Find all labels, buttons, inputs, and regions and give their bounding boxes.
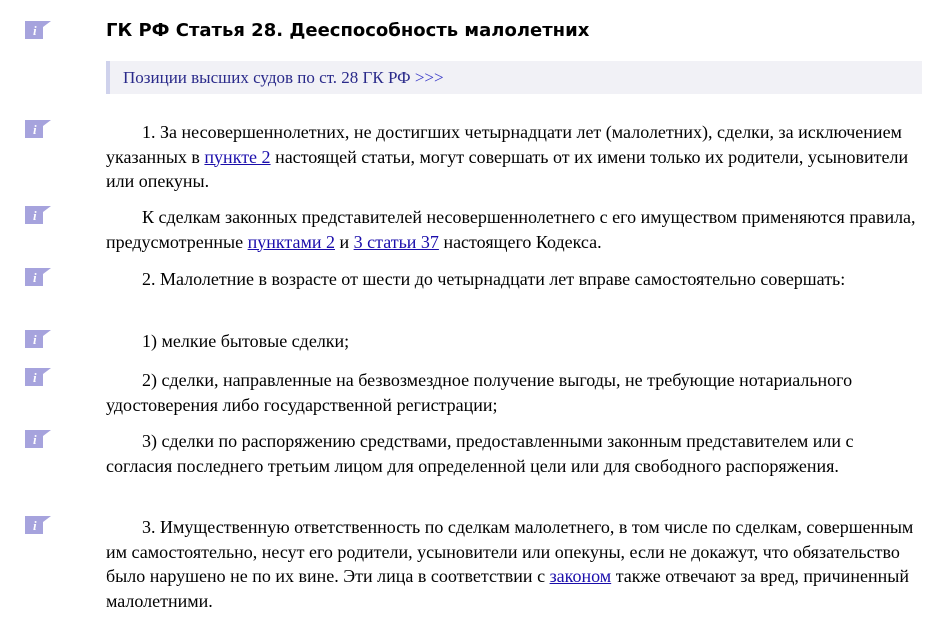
svg-text:i: i <box>33 432 37 447</box>
link-article-37[interactable]: 3 статьи 37 <box>353 231 439 252</box>
link-points-2[interactable]: пунктами 2 <box>247 231 335 252</box>
svg-text:i: i <box>33 23 37 38</box>
article-title: ГК РФ Статья 28. Дееспособность малолетних <box>106 20 590 41</box>
svg-text:i: i <box>33 518 37 533</box>
info-comment-icon[interactable] <box>23 514 53 536</box>
paragraph-5: 2) сделки, направленные на безвозмездное получение выгоды, не требующие нотариального удостоверения либо государственной регистрации; <box>106 370 853 415</box>
paragraph-6: 3) сделки по распоряжению средствами, предоставленными законным представителем или с согласия последнего третьим лицом для определенной цели или для свободного распоряжения. <box>106 431 854 476</box>
svg-text:i: i <box>33 208 37 223</box>
svg-text:i: i <box>33 332 37 347</box>
paragraph-text: 3. Имущественную ответственность по сделкам малолетнего, в том числе по сделкам, совершенным им самостоятельно, несут его родители, усыновители или опекуны, если не докажут, что обязательство было нарушено не по их вине. Эти лица в соответствии с <box>106 517 914 586</box>
link-law[interactable]: законом <box>549 566 612 586</box>
info-comment-icon[interactable] <box>23 328 53 350</box>
paragraph-4: 1) мелкие бытовые сделки; <box>142 331 350 351</box>
paragraph-text: К сделкам законных представителей несовершеннолетнего с его имуществом применяются правила, предусмотренные <box>106 207 916 252</box>
svg-text:i: i <box>33 122 37 137</box>
courts-positions-box[interactable] <box>106 61 922 94</box>
paragraph-text: и <box>334 231 354 252</box>
info-comment-icon[interactable] <box>23 366 53 388</box>
info-comment-icon[interactable] <box>23 266 53 288</box>
link-point-2[interactable]: пункте 2 <box>204 146 271 167</box>
info-comment-icon[interactable] <box>23 19 53 41</box>
paragraph-1 <box>106 120 924 194</box>
courts-positions-link[interactable]: >>> <box>414 68 444 87</box>
svg-text:i: i <box>33 270 37 285</box>
paragraph-text: настоящего Кодекса. <box>438 231 602 252</box>
paragraph-3: 2. Малолетние в возрасте от шести до четырнадцати лет вправе самостоятельно совершать: <box>142 269 846 289</box>
paragraph-text: 1. За несовершеннолетних, не достигших четырнадцати лет (малолетних), сделки, за исключением указанных в <box>106 122 902 167</box>
paragraph-7 <box>106 515 924 613</box>
info-comment-icon[interactable] <box>23 428 53 450</box>
paragraph-text: настоящей статьи, могут совершать от их имени только их родители, усыновители или опекуны. <box>106 146 909 191</box>
courts-positions-text: Позиции высших судов по ст. 28 ГК РФ <box>123 68 411 87</box>
paragraph-text: также отвечают за вред, причиненный малолетними. <box>106 566 909 611</box>
paragraph-2 <box>106 205 924 254</box>
info-comment-icon[interactable] <box>23 204 53 226</box>
svg-text:i: i <box>33 370 37 385</box>
info-comment-icon[interactable] <box>23 118 53 140</box>
